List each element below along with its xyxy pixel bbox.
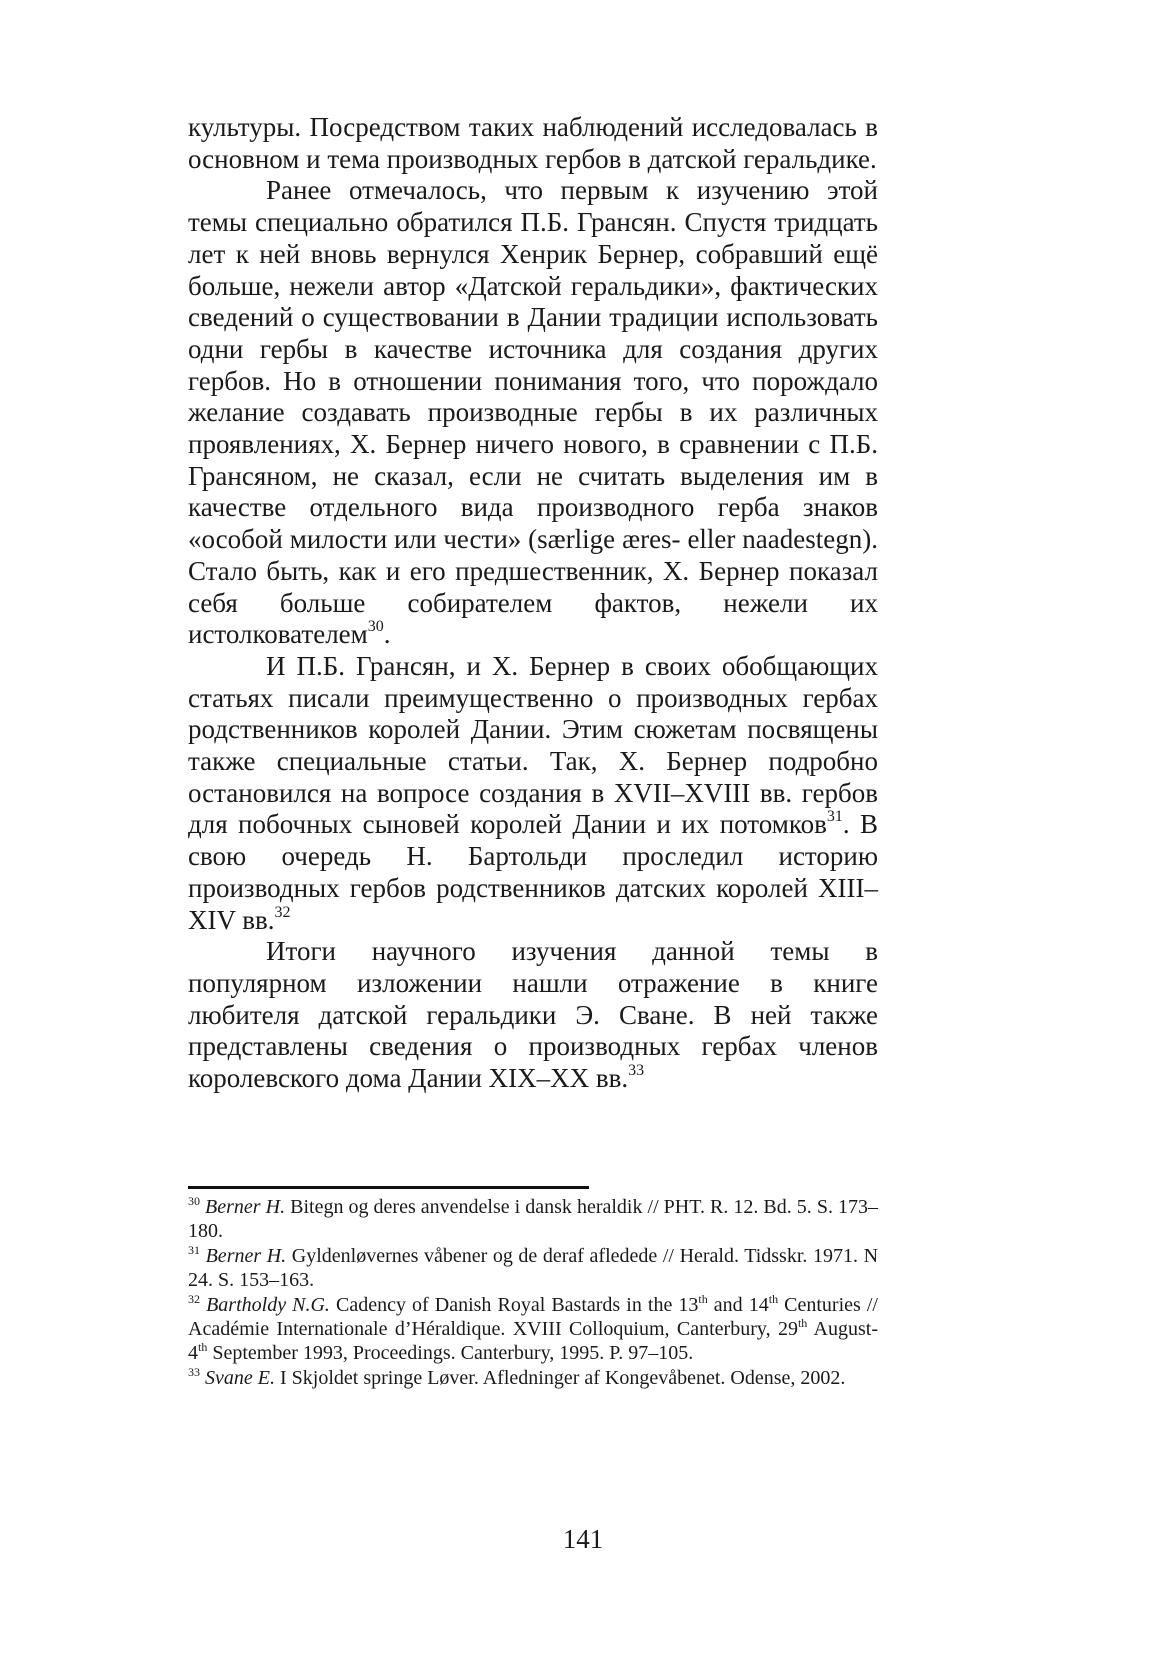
footnotes	[188, 1195, 878, 1391]
footnote-31: $^{31}$ Berner H. Gyldenløvernes våbener og de deraf afledede // Herald. Tidsskr. 1971. N 24. S. 153–163.	[188, 1243, 879, 1291]
paragraph-4: Итоги научного изучения данной темы в популярном изложении нашли отражение в книге любителя датской геральдики Э. Сване. В ней также представлены сведения о производных гербах членов королевского дома Дании XIX–XX вв.$^{33}$	[188, 936, 878, 1094]
paragraph-2: Ранее отмечалось, что первым к изучению этой темы специально обратился П.Б. Грансян. Спустя тридцать лет к ней вновь вернулся Хенрик Бернер, собравший ещё больше, нежели автор «Датской геральдики», фактических сведений о существовании в Дании традиции использовать одни гербы в качестве источника для создания других гербов. Но в отношении понимания того, что порождало желание создавать производные гербы в их различных проявлениях, Х. Бернер ничего нового, в сравнении с П.Б. Грансяном, не сказал, если не считать выделения им в качестве отдельного вида производного герба знаков «особой милости или чести» (særlige æres- eller naadestegn). Стало быть, как и его предшественник, Х. Бернер показал себя больше собирателем фактов, нежели их истолкователем$^{30}$.	[188, 175, 878, 650]
main-text	[188, 112, 878, 1095]
footnote-33: $^{33}$ Svane E. I Skjoldet springe Løver. Afledninger af Kongevåbenet. Odense, 2002.	[188, 1365, 846, 1389]
footnote-ref-32[interactable]: 32	[274, 903, 291, 921]
paragraph-3: И П.Б. Грансян, и Х. Бернер в своих обобщающих статьях писали преимущественно о производных гербах родственников королей Дании. Этим сюжетам посвящены также специальные статьи. Так, Х. Бернер подробно остановился на вопросе создания в XVII–XVIII вв. гербов для побочных сыновей королей Дании и их потомков$^{31}$. В свою очередь Н. Бартольди проследил историю производных гербов родственников датских королей XIII–XIV вв.$^{32}$	[188, 650, 878, 935]
footnote-ref-30[interactable]: 30	[367, 618, 384, 636]
footnote-separator	[188, 1186, 589, 1189]
footnote-30: $^{30}$ Berner H. Bitegn og deres anvendelse i dansk heraldik // PHT. R. 12. Bd. 5. S. 173–180.	[188, 1194, 879, 1242]
footnote-32: $^{32}$ Bartholdy N.G. Cadency of Danish Royal Bastards in the 13th and 14th Centuries // Académie Internationale d’Héraldique. XVIII Colloquium, Canterbury, 29th August-4th September 1993, Proceedings. Canterbury, 1995. P. 97–105.	[188, 1292, 879, 1364]
paragraph-1: культуры. Посредством таких наблюдений исследовалась в основном и тема производных гербов в датской геральдике.	[188, 112, 878, 174]
footnote-ref-33[interactable]: 33	[628, 1062, 645, 1080]
page-number: 141	[562, 1524, 604, 1554]
footnote-ref-31[interactable]: 31	[826, 808, 843, 826]
